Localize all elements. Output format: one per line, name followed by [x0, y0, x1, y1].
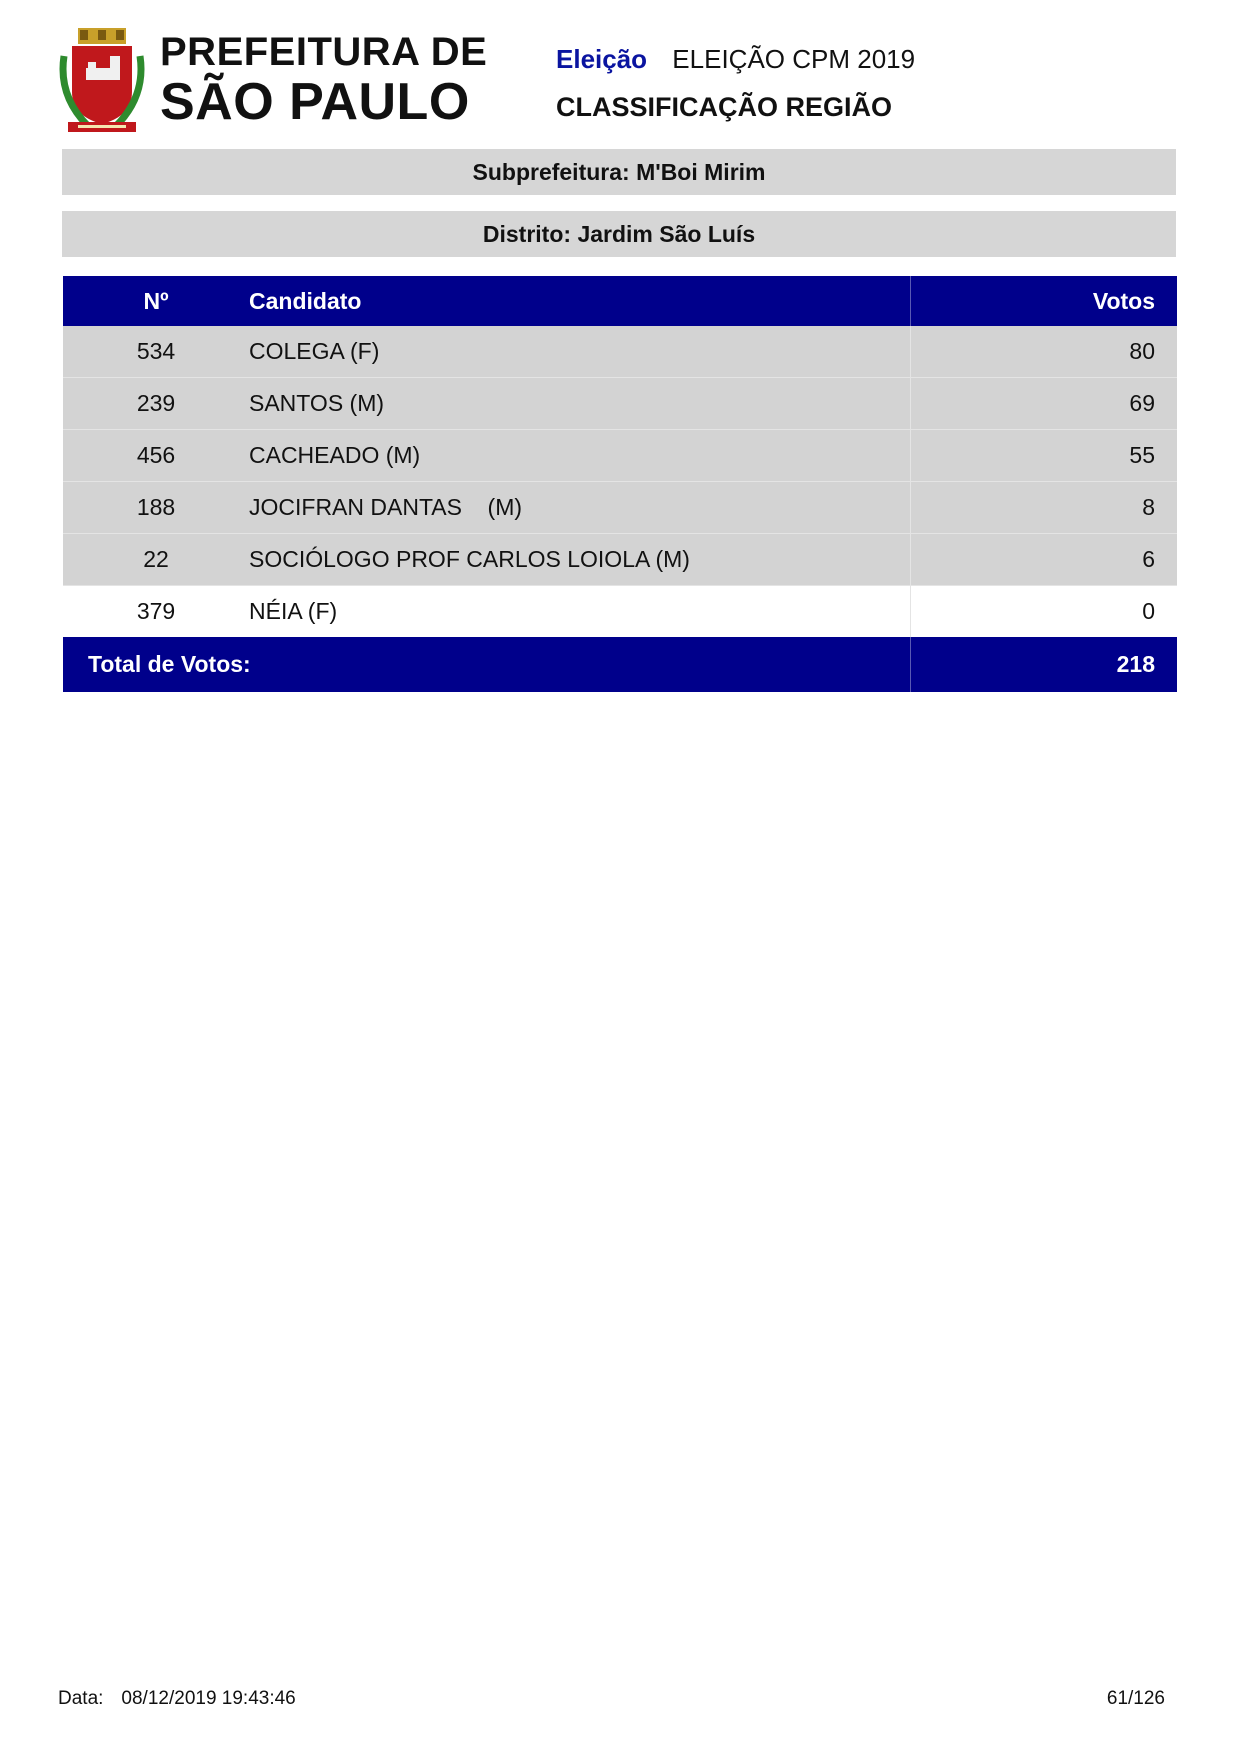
- candidate-votes: 69: [910, 378, 1177, 429]
- distrito-bar: Distrito: Jardim São Luís: [62, 211, 1176, 257]
- date-label: Data:: [58, 1688, 104, 1709]
- header-votes: Votos: [910, 276, 1177, 326]
- election-info: [556, 44, 915, 75]
- report-title: CLASSIFICAÇÃO REGIÃO: [556, 92, 893, 122]
- table-row: [63, 326, 1177, 377]
- candidate-number: 379: [136, 598, 176, 624]
- candidate-votes: 6: [910, 534, 1177, 585]
- table-row: [63, 533, 1177, 585]
- candidate-name: CACHEADO (M): [249, 442, 421, 468]
- subprefeitura-bar: Subprefeitura: M'Boi Mirim: [62, 149, 1176, 195]
- candidate-number: 22: [143, 546, 169, 572]
- candidate-number: 188: [136, 494, 176, 520]
- candidate-votes: 55: [910, 430, 1177, 481]
- table-row: [63, 377, 1177, 429]
- table-row: [63, 429, 1177, 481]
- table-row: [63, 481, 1177, 533]
- candidate-number: 239: [136, 390, 176, 416]
- candidate-votes: 0: [910, 586, 1177, 637]
- table-row: [63, 585, 1177, 637]
- header-candidate: Candidato: [249, 287, 362, 314]
- candidate-name: NÉIA (F): [249, 598, 338, 624]
- candidate-number: 456: [136, 442, 176, 468]
- election-label: Eleição: [556, 44, 648, 74]
- candidate-votes: 8: [910, 482, 1177, 533]
- candidate-votes: 80: [910, 326, 1177, 377]
- date-value: 08/12/2019 19:43:46: [121, 1688, 296, 1709]
- candidate-name: SANTOS (M): [249, 390, 385, 416]
- total-votes: 218: [910, 637, 1177, 692]
- candidate-number: 534: [136, 338, 176, 364]
- footer-date: [58, 1688, 296, 1710]
- candidate-name: SOCIÓLOGO PROF CARLOS LOIOLA (M): [249, 546, 690, 572]
- page-number: 61/126: [1106, 1688, 1165, 1709]
- table-header-row: [63, 276, 1177, 326]
- coat-of-arms-icon: [58, 26, 146, 138]
- brand-line-1: PREFEITURA DE: [160, 30, 488, 74]
- total-row: [63, 637, 1177, 692]
- header-number: Nº: [143, 287, 169, 314]
- brand-line-2: SÃO PAULO: [160, 73, 470, 131]
- results-table: [63, 276, 1177, 692]
- candidate-name: JOCIFRAN DANTAS (M): [249, 494, 523, 520]
- candidate-name: COLEGA (F): [249, 338, 380, 364]
- election-value: ELEIÇÃO CPM 2019: [672, 44, 916, 74]
- prefeitura-logo: [58, 26, 488, 138]
- total-label: Total de Votos:: [88, 651, 251, 677]
